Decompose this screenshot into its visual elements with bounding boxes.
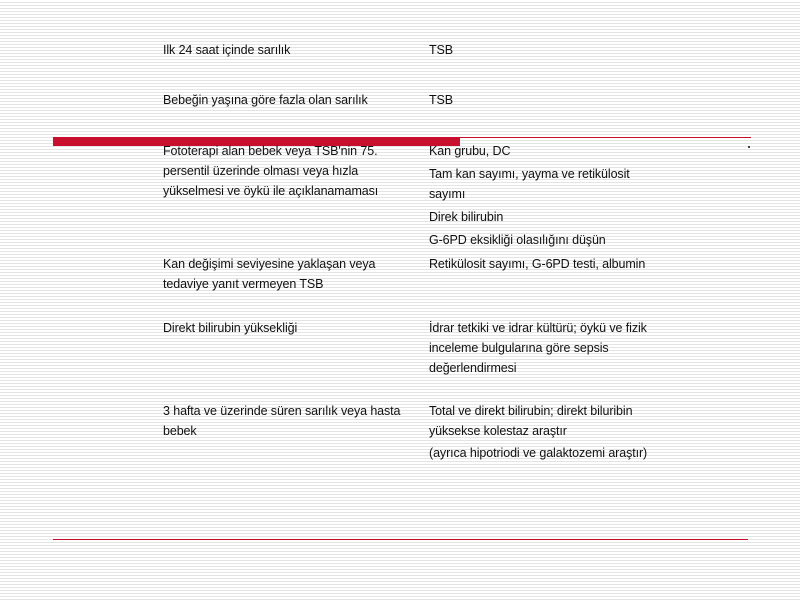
finding-line: Fototerapi alan bebek veya TSB'nin 75. [163,144,378,158]
evaluation-line: Total ve direkt bilirubin; direkt biluribin [429,404,633,418]
evaluation-line: G-6PD eksikliği olasılığını düşün [429,233,606,247]
finding-line: Kan değişimi seviyesine yaklaşan veya [163,257,376,271]
finding-line: Ilk 24 saat içinde sarılık [163,43,291,57]
row-3-evaluation [429,164,679,204]
evaluation-line: Kan grubu, DC [429,144,511,158]
evaluation-line: İdrar tetkiki ve idrar kültürü; öykü ve fizik [429,321,647,335]
finding-line: yükselmesi ve öykü ile açıklanamaması [163,184,379,198]
row-1-evaluation [429,40,679,60]
row-5-evaluation [429,318,679,378]
row-2-evaluation [429,90,679,110]
red-divider-bottom [53,539,748,540]
finding-line: 3 hafta ve üzerinde süren sarılık veya hasta [163,404,401,418]
evaluation-line: (ayrıca hipotriodi ve galaktozemi araştır) [429,446,648,460]
red-divider-top [460,137,751,138]
evaluation-line: yüksekse kolestaz araştır [429,424,567,438]
row-6-evaluation [429,443,679,463]
evaluation-line: TSB [429,43,454,57]
evaluation-line: inceleme bulgularına göre sepsis [429,341,609,355]
row-6-finding [163,401,413,441]
finding-line: persentil üzerinde olması veya hızla [163,164,359,178]
evaluation-line: TSB [429,93,454,107]
row-4-finding [163,254,413,294]
evaluation-line: Direk bilirubin [429,210,504,224]
tick-mark [748,146,750,148]
row-3-evaluation [429,141,679,161]
evaluation-line: değerlendirmesi [429,361,517,375]
evaluation-line: Retikülosit sayımı, G-6PD testi, albumin [429,257,646,271]
row-6-evaluation [429,401,679,441]
finding-line: Bebeğin yaşına göre fazla olan sarılık [163,93,368,107]
evaluation-line: Tam kan sayımı, yayma ve retikülosit [429,167,630,181]
finding-line: Direkt bilirubin yüksekliği [163,321,298,335]
finding-line: tedaviye yanıt vermeyen TSB [163,277,324,291]
row-3-evaluation [429,230,679,250]
row-5-finding [163,318,413,338]
row-2-finding [163,90,413,110]
row-1-finding [163,40,413,60]
row-3-evaluation [429,207,679,227]
evaluation-line: sayımı [429,187,466,201]
finding-line: bebek [163,424,197,438]
row-3-finding [163,141,413,201]
row-4-evaluation [429,254,679,274]
